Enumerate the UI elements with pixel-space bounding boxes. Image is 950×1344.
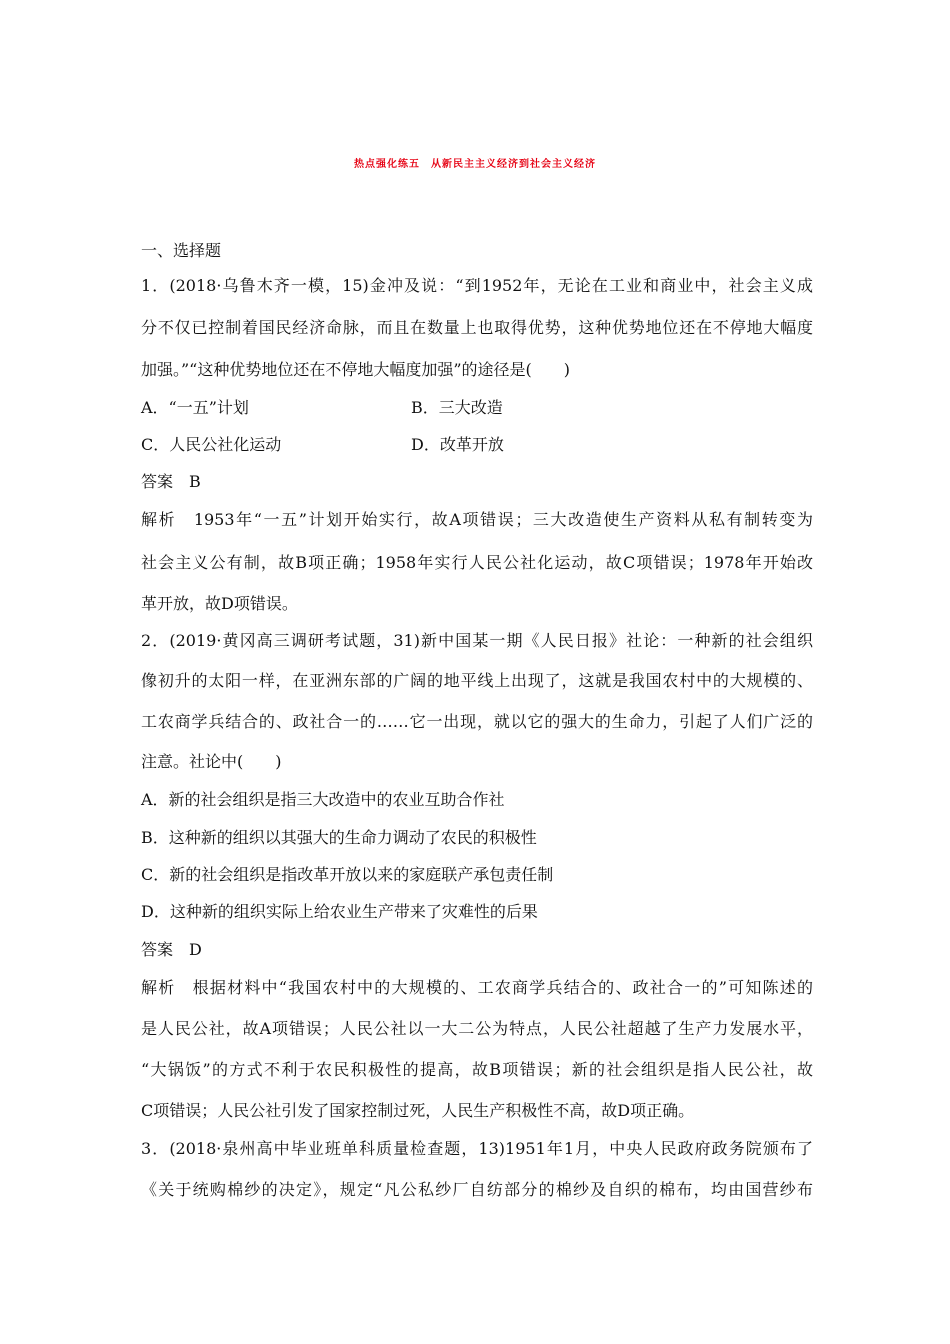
question-2-option-a: A．新的社会组织是指三大改造中的农业互助合作社 [141,790,505,809]
question-3-line-1: 3．(2018·泉州高中毕业班单科质量检查题，13)1951年1月，中央人民政府政务院颁布了 [141,1139,813,1158]
question-1-line-2: 分不仅已控制着国民经济命脉，而且在数量上也取得优势，这种优势地位还在不停地大幅度 [141,318,813,337]
question-2-analysis-line-1: 解析 根据材料中“我国农村中的大规模的、工农商学兵结合的、政社合一的”可知陈述的 [141,978,813,997]
question-3-line-2: 《关于统购棉纱的决定》，规定“凡公私纱厂自纺部分的棉纱及自织的棉布，均由国营纱布 [141,1180,813,1199]
question-1-line-1: 1．(2018·乌鲁木齐一模，15)金冲及说：“到1952年，无论在工业和商业中，社会主义成 [141,276,813,295]
question-2-line-3: 工农商学兵结合的、政社合一的……它一出现，就以它的强大的生命力，引起了人们广泛的 [141,712,813,731]
question-2-answer: 答案 D [141,940,202,959]
question-2-option-b: B．这种新的组织以其强大的生命力调动了农民的积极性 [141,828,537,847]
question-2-analysis-line-2: 是人民公社，故A项错误；人民公社以一大二公为特点，人民公社超越了生产力发展水平， [141,1019,813,1038]
question-2-analysis-line-3: “大锅饭”的方式不利于农民积极性的提高，故B项错误；新的社会组织是指人民公社，故 [141,1060,813,1079]
question-2-line-2: 像初升的太阳一样，在亚洲东部的广阔的地平线上出现了，这就是我国农村中的大规模的、 [141,671,813,690]
question-2-option-d: D．这种新的组织实际上给农业生产带来了灾难性的后果 [141,902,538,921]
question-1-option-d: D．改革开放 [411,435,504,454]
question-1-option-b: B．三大改造 [411,398,503,417]
question-1-option-c: C．人民公社化运动 [141,435,282,454]
question-1-analysis-line-1: 解析 1953年“一五”计划开始实行，故A项错误；三大改造使生产资料从私有制转变为 [141,510,813,529]
question-1-option-a: A．“一五”计划 [141,398,249,417]
page-title: 热点强化练五 从新民主主义经济到社会主义经济 [354,159,596,170]
question-2-option-c: C．新的社会组织是指改革开放以来的家庭联产承包责任制 [141,865,554,884]
question-1-line-3: 加强。”“这种优势地位还在不停地大幅度加强”的途径是( ) [141,360,571,379]
question-2-analysis-line-4: C项错误；人民公社引发了国家控制过死，人民生产积极性不高，故D项正确。 [141,1101,695,1120]
section-heading: 一、选择题 [141,241,222,260]
question-2-line-4: 注意。社论中( ) [141,752,282,771]
question-1-answer: 答案 B [141,472,201,491]
question-1-analysis-line-3: 革开放，故D项错误。 [141,594,298,613]
question-2-line-1: 2．(2019·黄冈高三调研考试题，31)新中国某一期《人民日报》社论：一种新的社会组织 [141,631,813,650]
question-1-analysis-line-2: 社会主义公有制，故B项正确；1958年实行人民公社化运动，故C项错误；1978年开始改 [141,553,813,572]
